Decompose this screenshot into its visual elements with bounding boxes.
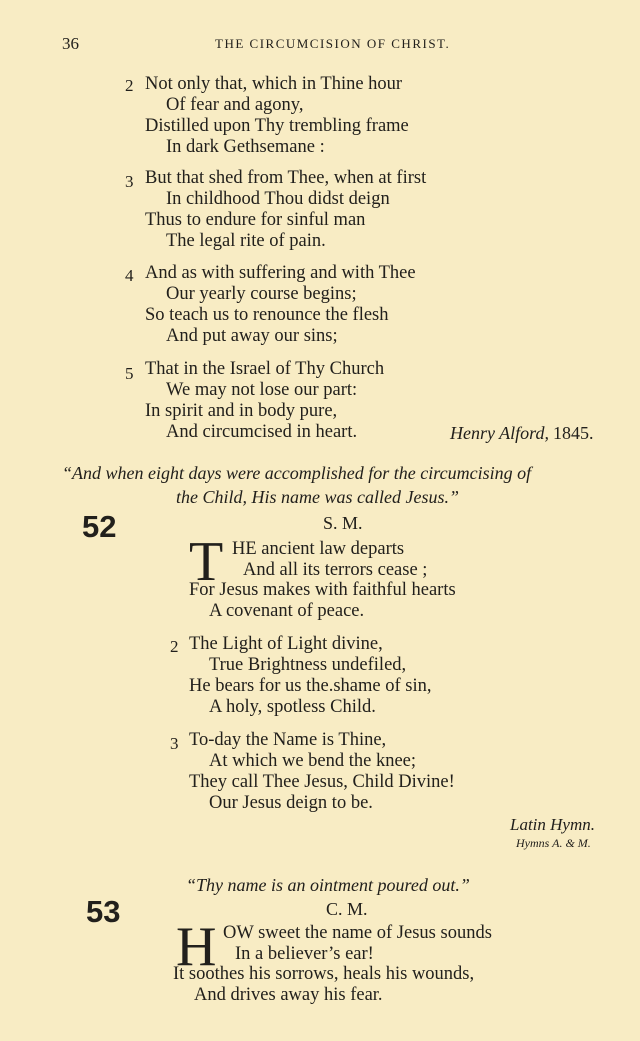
verse-line: Our Jesus deign to be.: [209, 793, 373, 813]
verse-number: 3: [170, 734, 179, 753]
verse-line: And as with suffering and with Thee: [145, 263, 416, 283]
verse-line: And circumcised in heart.: [166, 422, 358, 442]
verse-line: For Jesus makes with faithful hearts: [189, 580, 456, 600]
verse-line: To-day the Name is Thine,: [189, 730, 387, 750]
verse-number: 2: [125, 76, 134, 95]
verse-line: And put away our sins;: [166, 326, 338, 346]
drop-cap: H: [176, 916, 217, 978]
verse-line: They call Thee Jesus, Child Divine!: [189, 772, 455, 792]
verse-line: In dark Gethsemane :: [166, 137, 325, 157]
verse-line: Thus to endure for sinful man: [145, 210, 366, 230]
hymn-51-attribution: [450, 423, 594, 444]
verse-line: In spirit and in body pure,: [145, 401, 338, 421]
verse-line: And all its terrors cease ;: [243, 560, 428, 580]
verse-line: That in the Israel of Thy Church: [145, 359, 385, 379]
verse-line: A holy, spotless Child.: [209, 697, 376, 717]
hymn-52-source: Hymns A. & M.: [516, 836, 591, 850]
verse-line: And drives away his fear.: [194, 985, 383, 1005]
hymn-52-epigraph-line-2: the Child, His name was called Jesus.”: [176, 487, 459, 507]
verse-line: Of fear and agony,: [166, 95, 304, 115]
verse-number: 3: [125, 172, 134, 191]
drop-cap: T: [189, 531, 224, 593]
verse-number: 2: [170, 637, 179, 656]
verse-line: At which we bend the knee;: [209, 751, 417, 771]
verse-line: We may not lose our part:: [166, 380, 358, 400]
hymn-52-author: Latin Hymn.: [510, 815, 595, 834]
verse-line: But that shed from Thee, when at first: [145, 168, 427, 188]
hymn-53-meter: C. M.: [326, 899, 368, 919]
verse-line: OW sweet the name of Jesus sounds: [223, 923, 492, 943]
verse-line: Distilled upon Thy trembling frame: [145, 116, 409, 136]
verse-number: 4: [125, 266, 134, 285]
verse-line: In childhood Thou didst deign: [166, 189, 390, 209]
year: 1845.: [553, 423, 594, 443]
verse-line: It soothes his sorrows, heals his wounds,: [173, 964, 475, 984]
author: Henry Alford,: [450, 423, 549, 443]
verse-line: The legal rite of pain.: [166, 231, 326, 251]
running-head: THE CIRCUMCISION OF CHRIST.: [215, 36, 451, 51]
hymn-52-epigraph-line-1: “And when eight days were accomplished for the circumcising of: [62, 463, 532, 483]
hymn-53-epigraph: “Thy name is an ointment poured out.”: [186, 875, 470, 895]
verse-line: Not only that, which in Thine hour: [145, 74, 403, 94]
verse-line: In a believer’s ear!: [235, 944, 374, 964]
verse-line: True Brightness undefiled,: [209, 655, 407, 675]
page-number: 36: [62, 34, 79, 53]
verse-line: Our yearly course begins;: [166, 284, 357, 304]
hymn-53-number: 53: [86, 894, 121, 929]
hymn-52-number: 52: [82, 509, 117, 544]
verse-number: 5: [125, 364, 134, 383]
hymn-52-meter: S. M.: [323, 513, 363, 533]
verse-line: The Light of Light divine,: [189, 634, 383, 654]
verse-line: A covenant of peace.: [209, 601, 365, 621]
verse-line: So teach us to renounce the flesh: [145, 305, 389, 325]
verse-line: HE ancient law departs: [232, 539, 405, 559]
verse-line: He bears for us the.shame of sin,: [189, 676, 432, 696]
